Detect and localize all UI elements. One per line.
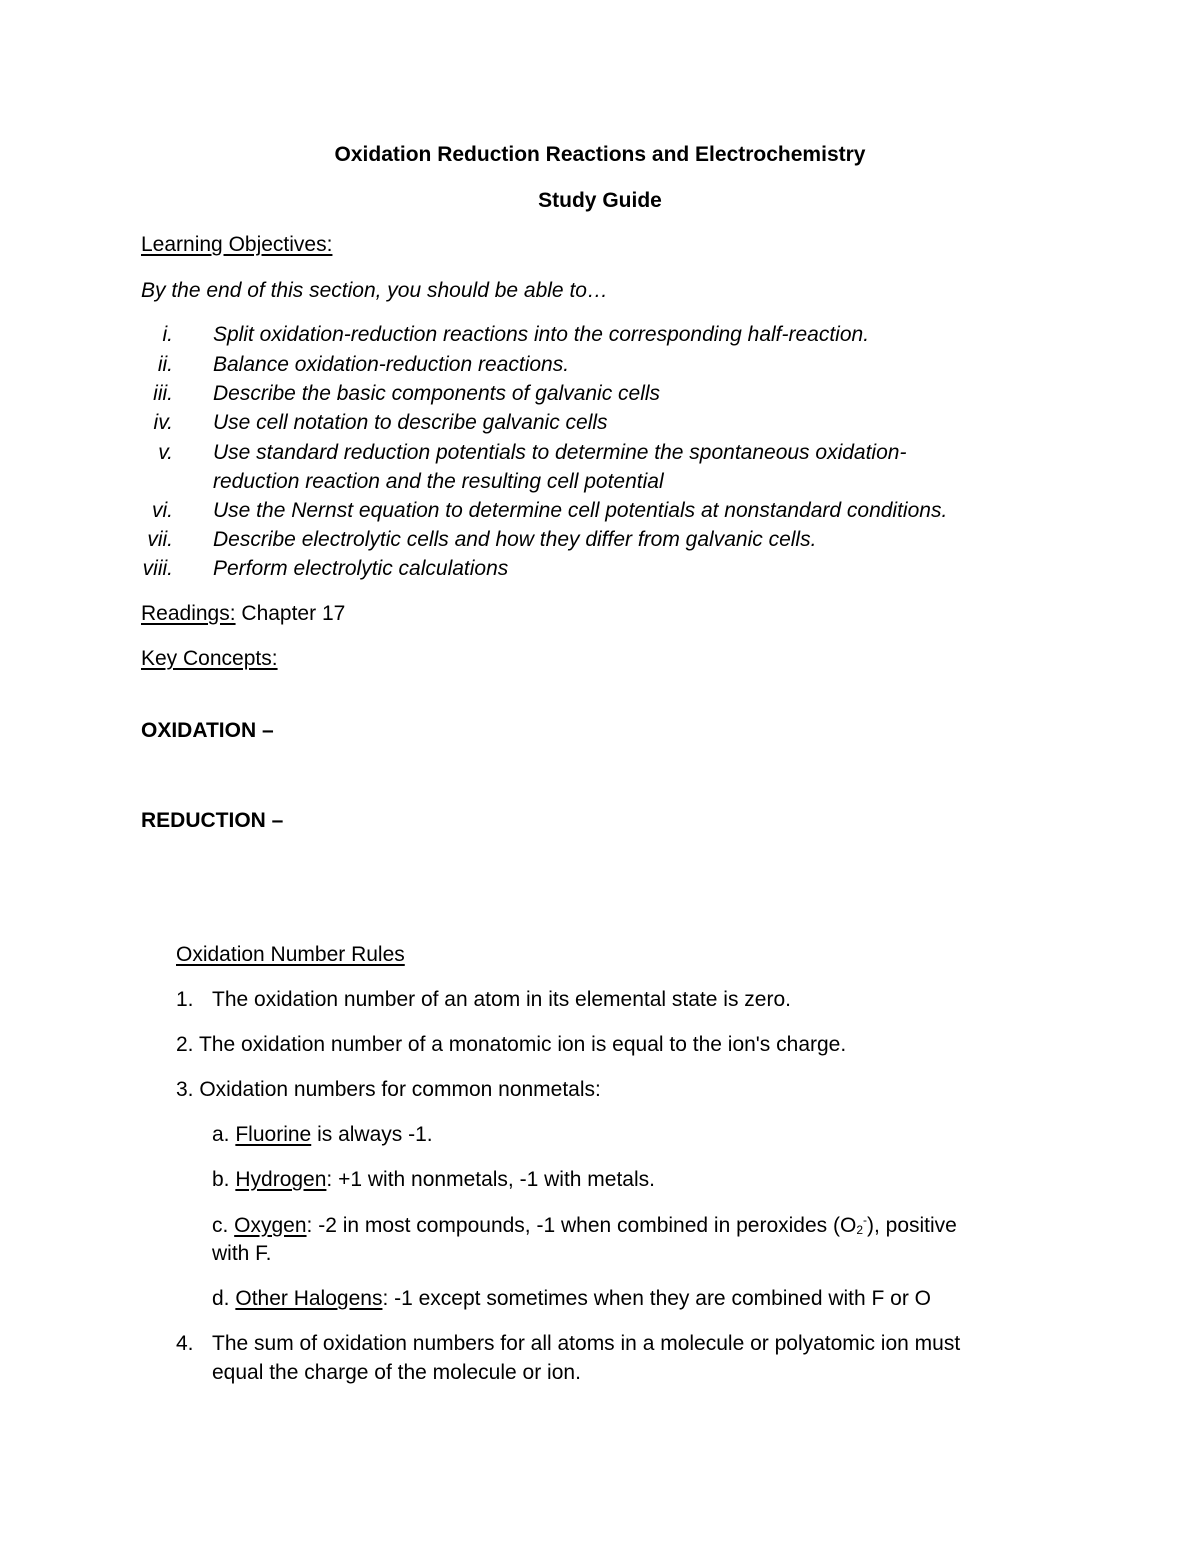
rule-text: 2. The oxidation number of a monatomic ion is equal to the ion's charge. [176, 1033, 847, 1056]
objective-number: ii. [157, 353, 173, 376]
rule-number: 1. [176, 988, 194, 1011]
sub-rule-prefix: c. [212, 1214, 235, 1237]
objective-number: viii. [142, 557, 173, 580]
sub-rule-term: Oxygen [234, 1214, 307, 1237]
sub-rule-prefix: a. [212, 1123, 236, 1146]
sub-rule-text: ), positive [867, 1214, 957, 1237]
page-title: Oxidation Reduction Reactions and Electrochemistry [334, 143, 866, 166]
objective-number: i. [162, 323, 173, 346]
objective-text: Balance oxidation-reduction reactions. [213, 353, 570, 376]
rules-heading: Oxidation Number Rules [176, 943, 405, 966]
sub-rule-term: Hydrogen [235, 1168, 327, 1191]
objective-text: Split oxidation-reduction reactions into the corresponding half-reaction. [213, 323, 870, 346]
readings-line [141, 602, 345, 626]
objective-number: iii. [153, 382, 173, 405]
sub-rule-text: : +1 with nonmetals, -1 with metals. [326, 1168, 655, 1191]
key-concepts-heading: Key Concepts: [141, 647, 278, 670]
objective-text: Use cell notation to describe galvanic cells [213, 411, 608, 434]
objective-number: vii. [147, 528, 173, 551]
rule-text: 3. Oxidation numbers for common nonmetals: [176, 1078, 601, 1101]
peroxide-superscript: - [863, 1213, 867, 1227]
rule-text-continued: equal the charge of the molecule or ion. [212, 1361, 581, 1384]
objectives-heading: Learning Objectives: [141, 233, 333, 256]
objective-text: Describe electrolytic cells and how they differ from galvanic cells. [213, 528, 817, 551]
rule-number: 4. [176, 1332, 194, 1355]
objective-text: Use the Nernst equation to determine cell potentials at nonstandard conditions. [213, 499, 948, 522]
sub-rule-prefix: b. [212, 1168, 236, 1191]
readings-value: Chapter 17 [235, 602, 346, 625]
sub-rule-halogens [212, 1287, 931, 1311]
readings-label: Readings: [141, 602, 236, 625]
objective-number: iv. [153, 411, 173, 434]
sub-rule-term: Fluorine [235, 1123, 312, 1146]
objective-number: vi. [152, 499, 173, 522]
sub-rule-term: Other Halogens [235, 1287, 383, 1310]
objectives-intro: By the end of this section, you should be able to… [141, 279, 608, 302]
objective-number: v. [158, 441, 173, 464]
sub-rule-hydrogen [212, 1168, 655, 1192]
peroxide-subscript: 2 [856, 1223, 863, 1237]
oxidation-term: OXIDATION – [141, 719, 274, 742]
objective-text: Describe the basic components of galvanic cells [213, 382, 661, 405]
sub-rule-oxygen [212, 1213, 957, 1238]
objective-text: Perform electrolytic calculations [213, 557, 509, 580]
sub-rule-text: : -1 except sometimes when they are combined with F or O [382, 1287, 932, 1310]
sub-rule-text: : -2 in most compounds, -1 when combined in peroxides (O [306, 1214, 857, 1237]
sub-rule-continued: with F. [212, 1242, 272, 1265]
rule-text: The oxidation number of an atom in its elemental state is zero. [212, 988, 791, 1011]
sub-rule-text: is always -1. [311, 1123, 433, 1146]
sub-rule-fluorine [212, 1123, 433, 1147]
rule-text: The sum of oxidation numbers for all atoms in a molecule or polyatomic ion must [212, 1332, 961, 1355]
sub-rule-prefix: d. [212, 1287, 236, 1310]
objective-text-continued: reduction reaction and the resulting cell potential [213, 470, 664, 493]
objective-text: Use standard reduction potentials to determine the spontaneous oxidation- [213, 441, 907, 464]
reduction-term: REDUCTION – [141, 809, 284, 832]
page-subtitle: Study Guide [538, 189, 662, 212]
